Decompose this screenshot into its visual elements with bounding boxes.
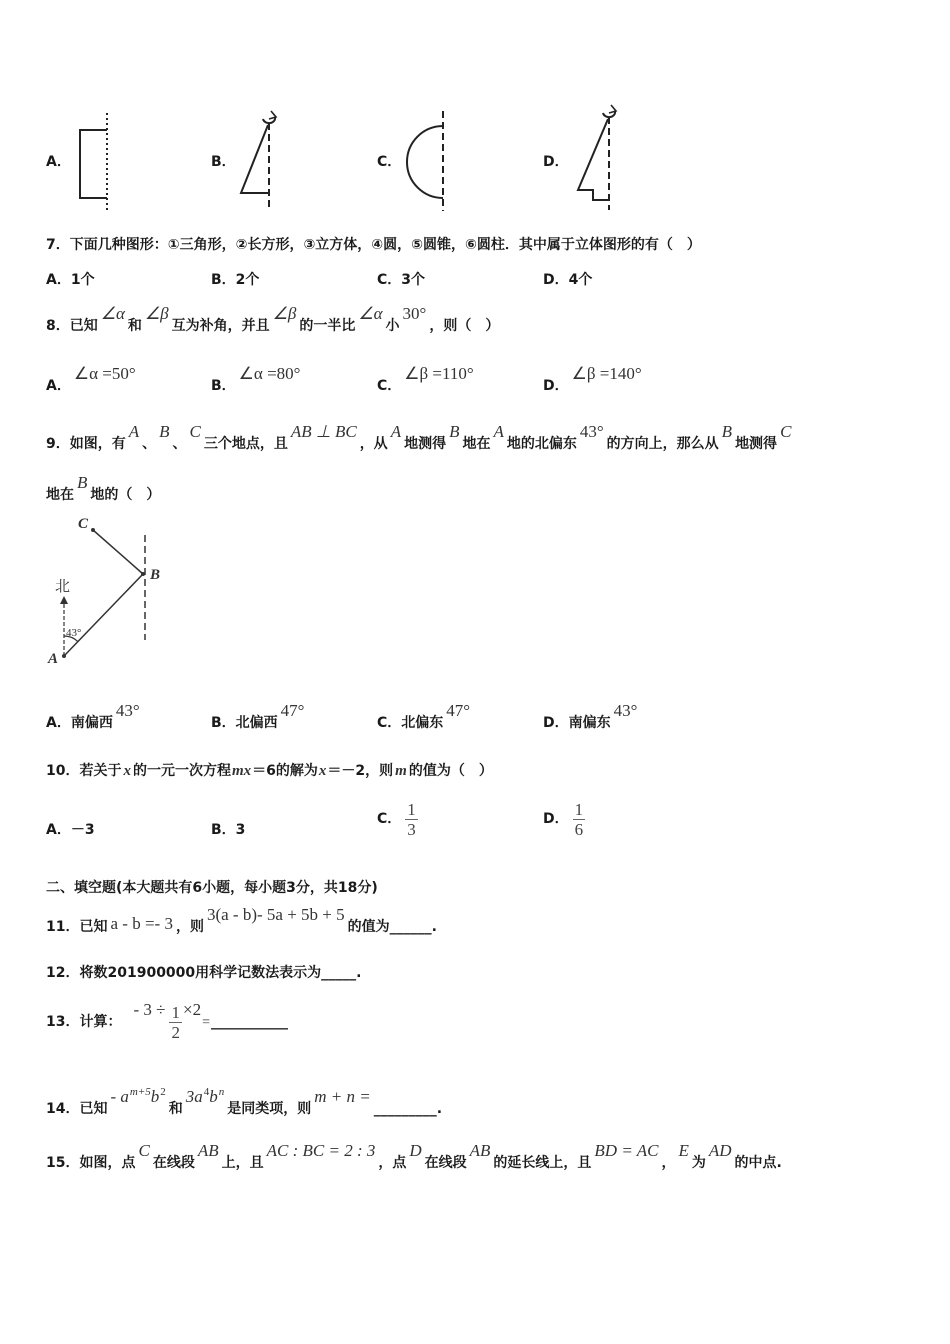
fraction-denominator: 3 <box>407 819 416 839</box>
fraction-denominator: 2 <box>171 1022 180 1042</box>
q9-option-c <box>377 701 473 733</box>
q14-exponent: n <box>218 1086 225 1098</box>
q14-label: 14．已知 <box>46 1101 108 1117</box>
option-math: 43° <box>115 701 140 720</box>
figure-b-triangle <box>241 111 276 210</box>
label-angle: 43° <box>66 627 82 639</box>
option-label: D． <box>543 378 569 394</box>
q10-var: m <box>395 763 407 779</box>
q15-math: C <box>138 1141 150 1160</box>
q9-text: 、 <box>172 436 187 452</box>
segment-ab <box>64 574 143 656</box>
q9-option-a <box>46 701 143 733</box>
option-label: A． <box>46 378 71 394</box>
point-b <box>141 572 145 576</box>
q14-exponent: 2 <box>160 1086 166 1098</box>
q8-text: 8．已知 <box>46 318 98 334</box>
q15-text: 在线段 <box>424 1155 467 1171</box>
option-label: A．南偏西 <box>46 715 113 731</box>
option-label: D．南偏东 <box>543 715 611 731</box>
q9-math: B <box>77 473 88 492</box>
q10-text: ＝6的解为 <box>252 763 318 779</box>
q14-exponent: m+5 <box>129 1086 151 1098</box>
q13-math: - 3 ÷ <box>133 1000 166 1019</box>
q10-text: 的一元一次方程 <box>132 763 231 779</box>
section-2-title: 二、填空题(本大题共有6小题，每小题3分，共18分) <box>46 880 378 896</box>
q15-text: ， <box>661 1155 676 1171</box>
q11-question <box>46 905 437 937</box>
q14-term-2 <box>186 1087 225 1106</box>
q13-equals: = <box>202 1015 210 1030</box>
fraction <box>573 800 586 839</box>
q7-option-a: A．1个 <box>46 272 95 288</box>
q11-text: ，则 <box>175 919 204 935</box>
q9-text: 地的（ ） <box>90 487 161 503</box>
q7-question: 7．下面几种图形：①三角形，②长方形，③立方体，④圆，⑤圆锥，⑥圆柱．其中属于立体图形的有（ ） <box>46 237 701 253</box>
q6-option-a-label: A． <box>46 154 71 170</box>
q10-option-c <box>377 796 422 842</box>
q10-text: 10．若关于 <box>46 763 122 779</box>
q9-math: C <box>189 422 201 441</box>
q15-text: 的中点. <box>734 1155 782 1171</box>
q14-question <box>46 1086 443 1117</box>
q6-figures <box>0 95 950 220</box>
q11-text: 的值为______. <box>347 919 437 935</box>
q10-option-b: B．3 <box>211 822 246 838</box>
q13-math: ×2 <box>182 1000 202 1019</box>
q8-option-d <box>543 364 645 396</box>
q9-math: A <box>493 422 504 441</box>
q7-option-d: D．4个 <box>543 272 593 288</box>
q10-text: 的值为（ ） <box>408 763 493 779</box>
q15-math: AB <box>197 1141 219 1160</box>
q10-option-d <box>543 796 589 842</box>
option-math: ∠β =140° <box>571 364 642 383</box>
q8-option-b <box>211 364 303 396</box>
q14-term-1 <box>110 1087 165 1106</box>
option-label: B．北偏西 <box>211 715 278 731</box>
fraction-numerator: 1 <box>574 799 584 819</box>
option-math: ∠α =50° <box>73 364 136 383</box>
q9-option-b <box>211 701 307 733</box>
point-c <box>91 528 95 532</box>
q9-text: 地测得 <box>735 436 778 452</box>
q9-math: A <box>390 422 402 441</box>
q9-text: 、 <box>142 436 157 452</box>
q15-text: 上，且 <box>221 1155 264 1171</box>
q8-text: ，则（ ） <box>429 318 500 334</box>
q7-option-c: C．3个 <box>377 272 426 288</box>
q14-blank: _________. <box>373 1101 443 1117</box>
q6-option-b-label: B． <box>211 154 236 170</box>
fraction <box>405 800 418 839</box>
q6-option-c-label: C． <box>377 154 402 170</box>
q9-text: 地的北偏东 <box>506 436 577 452</box>
q8-math: ∠α <box>100 304 125 323</box>
q9-math: B <box>449 422 460 441</box>
q14-term-base: b <box>150 1087 160 1106</box>
q14-term-base: b <box>209 1087 218 1106</box>
label-b: B <box>150 567 161 583</box>
q9-option-d <box>543 701 640 733</box>
north-arrow-icon <box>60 596 68 604</box>
q10-question <box>46 760 493 782</box>
option-math: 47° <box>446 701 471 720</box>
label-c: C <box>78 516 89 532</box>
q10-var: x <box>123 763 131 779</box>
q15-text: 在线段 <box>152 1155 195 1171</box>
option-label: C． <box>377 378 402 394</box>
q10-option-a: A．－3 <box>46 822 95 838</box>
option-label: C． <box>377 811 402 827</box>
q13-label: 13．计算： <box>46 1014 122 1030</box>
option-math: ∠α =80° <box>238 364 301 383</box>
q9-question-line2 <box>46 473 161 505</box>
q15-text: 15．如图，点 <box>46 1155 136 1171</box>
option-math: ∠β =110° <box>404 364 474 383</box>
q8-math: ∠β <box>144 304 169 323</box>
q11-text: 11．已知 <box>46 919 108 935</box>
q8-math: 30° <box>402 304 427 323</box>
q9-math: 43° <box>579 422 604 441</box>
q9-math: C <box>780 422 792 441</box>
q9-figure <box>40 510 170 675</box>
q8-text: 的一半比 <box>299 318 356 334</box>
q7-option-b: B．2个 <box>211 272 260 288</box>
label-north: 北 <box>55 577 71 595</box>
q14-term-base: 3a <box>185 1087 203 1106</box>
option-label: C．北偏东 <box>377 715 444 731</box>
q8-option-c <box>377 364 477 396</box>
q15-math: AB <box>469 1141 491 1160</box>
q9-math: B <box>721 422 733 441</box>
q9-text: 地在 <box>462 436 491 452</box>
option-math: 47° <box>280 701 305 720</box>
q15-math: BD = AC <box>594 1141 659 1160</box>
option-label: B． <box>211 378 236 394</box>
q11-math: 3(a - b)- 5a + 5b + 5 <box>206 905 345 924</box>
q11-math: a - b =- 3 <box>110 914 173 933</box>
q8-text: 和 <box>127 318 142 334</box>
option-math: 43° <box>613 701 638 720</box>
q15-math: D <box>409 1141 422 1160</box>
fraction-denominator: 6 <box>574 819 584 839</box>
q10-text: ＝－2，则 <box>327 763 394 779</box>
q9-math: B <box>159 422 170 441</box>
figure-d-stepped-triangle <box>578 105 616 210</box>
q14-term-base: - a <box>110 1087 129 1106</box>
q9-text: 地测得 <box>404 436 447 452</box>
q10-var: x <box>318 763 327 779</box>
q9-math: AB ⊥ BC <box>290 422 357 441</box>
q15-math: E <box>678 1141 689 1160</box>
q15-text: 为 <box>691 1155 706 1171</box>
q10-var: mx <box>231 763 252 779</box>
fraction-numerator: 1 <box>171 1002 180 1022</box>
option-label: D． <box>543 811 569 827</box>
q9-text: 三个地点，且 <box>203 436 288 452</box>
segment-cb <box>93 530 143 574</box>
point-a <box>62 654 66 658</box>
figure-a-rectangle <box>80 113 107 213</box>
q15-text: 的延长线上，且 <box>493 1155 592 1171</box>
q15-question <box>46 1141 782 1173</box>
q8-text: 小 <box>385 318 400 334</box>
q14-math: m + n = <box>314 1087 371 1106</box>
q8-text: 互为补角，并且 <box>171 318 270 334</box>
q14-exponent: 4 <box>203 1086 210 1098</box>
q9-text: 地在 <box>46 487 74 503</box>
q13-question <box>46 998 288 1044</box>
q6-option-d-label: D． <box>543 154 569 170</box>
q15-math: AD <box>708 1141 732 1160</box>
figure-c-semicircle <box>407 111 443 211</box>
q9-question <box>46 422 794 454</box>
q8-question <box>46 304 500 336</box>
q12-question: 12．将数201900000用科学记数法表示为_____. <box>46 965 362 981</box>
q13-blank: ___________ <box>210 1014 288 1030</box>
q9-text: ，从 <box>359 436 388 452</box>
fraction-numerator: 1 <box>407 799 416 819</box>
q15-math: AC : BC = 2 : 3 <box>266 1141 376 1160</box>
q14-text: 和 <box>168 1101 183 1117</box>
q8-math: ∠β <box>272 304 297 323</box>
q9-math: A <box>128 422 140 441</box>
label-a: A <box>48 651 59 667</box>
q14-text: 是同类项，则 <box>227 1101 312 1117</box>
fraction <box>169 1003 182 1042</box>
q9-text: 9．如图，有 <box>46 436 126 452</box>
q9-text: 的方向上，那么从 <box>606 436 719 452</box>
q15-text: ，点 <box>378 1155 407 1171</box>
q8-option-a <box>46 364 139 396</box>
q8-math: ∠α <box>358 304 383 323</box>
